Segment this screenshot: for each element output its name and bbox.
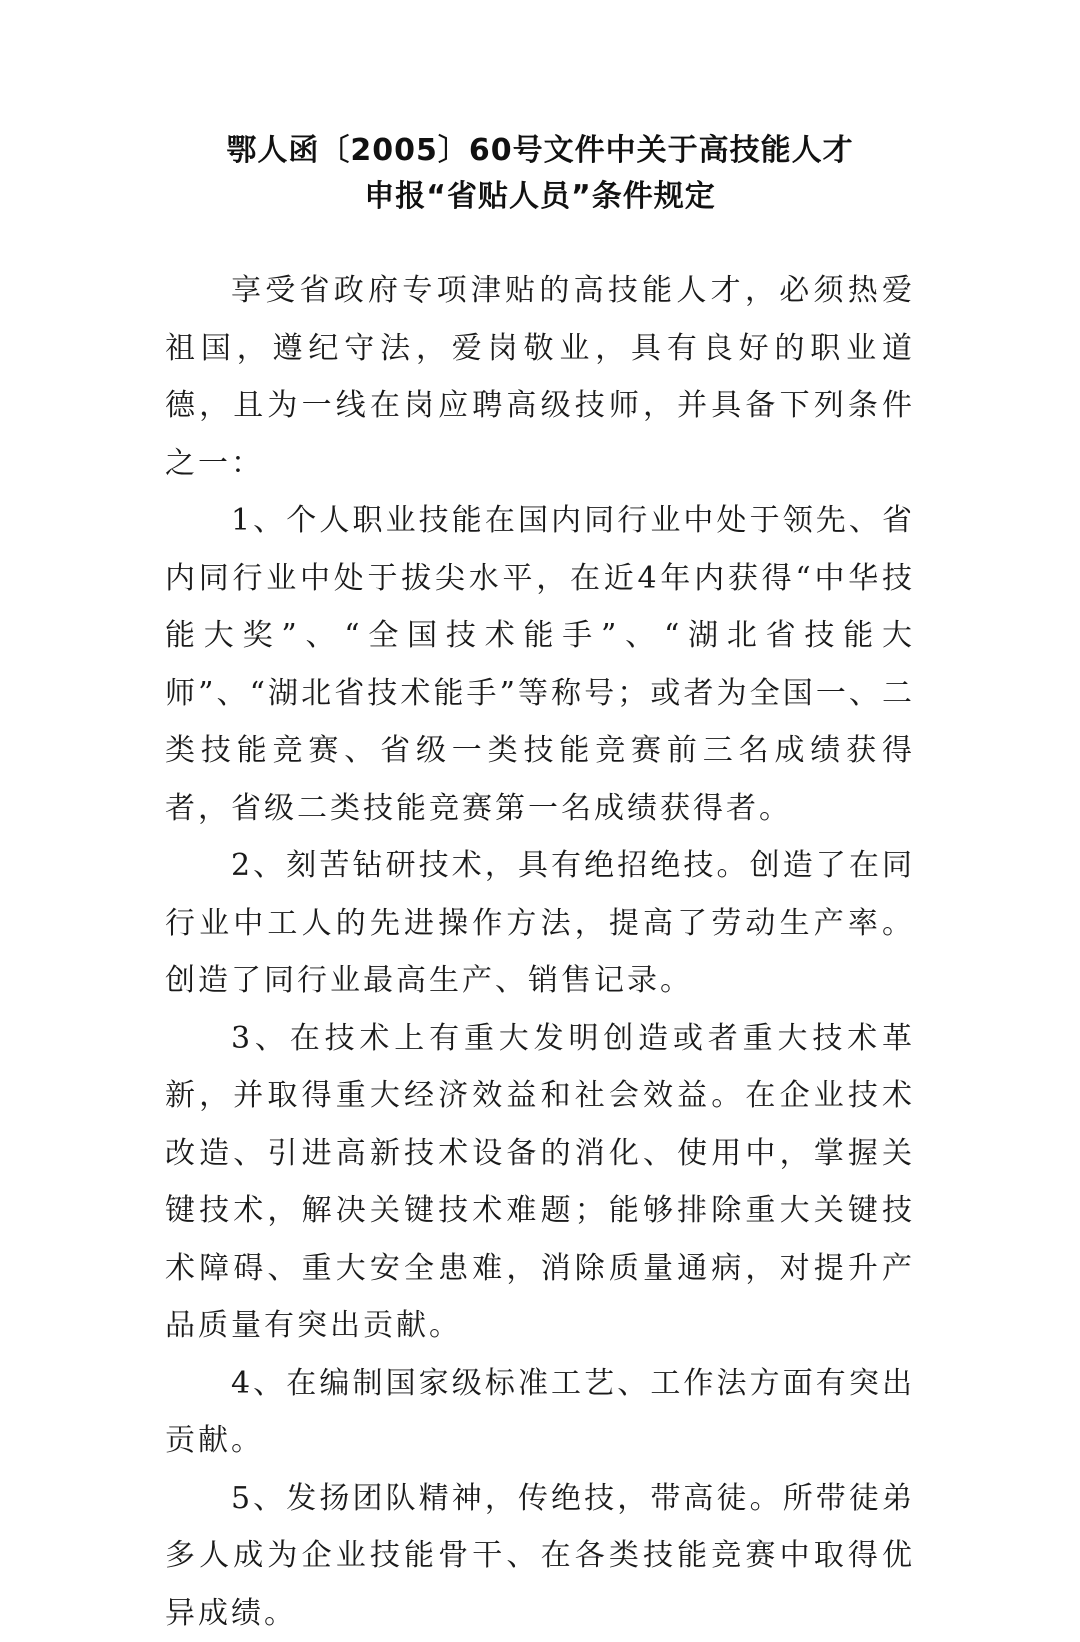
- document-title: [160, 128, 920, 220]
- paragraph-condition-4: 4、在编制国家级标准工艺、工作法方面有突出贡献。: [165, 1355, 915, 1470]
- paragraph-condition-3: 3、在技术上有重大发明创造或者重大技术革新，并取得重大经济效益和社会效益。在企业技术改造、引进高新技术设备的消化、使用中，掌握关键技术，解决关键技术难题；能够排除重大关键技术障碍、重大安全患难，消除质量通病，对提升产品质量有突出贡献。: [165, 1010, 915, 1355]
- paragraph-intro: 享受省政府专项津贴的高技能人才，必须热爱祖国，遵纪守法，爱岗敬业，具有良好的职业道德，且为一线在岗应聘高级技师，并具备下列条件之一：: [165, 262, 915, 492]
- title-line-1: 鄂人函〔2005〕60号文件中关于高技能人才: [160, 128, 920, 174]
- document-body: [165, 262, 915, 1642]
- paragraph-condition-2: 2、刻苦钻研技术，具有绝招绝技。创造了在同行业中工人的先进操作方法，提高了劳动生产率。创造了同行业最高生产、销售记录。: [165, 837, 915, 1010]
- paragraph-condition-1: 1、个人职业技能在国内同行业中处于领先、省内同行业中处于拔尖水平，在近4年内获得“中华技能大奖”、“全国技术能手”、“湖北省技能大师”、“湖北省技术能手”等称号；或者为全国一、二类技能竞赛、省级一类技能竞赛前三名成绩获得者，省级二类技能竞赛第一名成绩获得者。: [165, 492, 915, 837]
- title-line-2: 申报“省贴人员”条件规定: [160, 174, 920, 220]
- paragraph-condition-5: 5、发扬团队精神，传绝技，带高徒。所带徒弟多人成为企业技能骨干、在各类技能竞赛中取得优异成绩。: [165, 1470, 915, 1642]
